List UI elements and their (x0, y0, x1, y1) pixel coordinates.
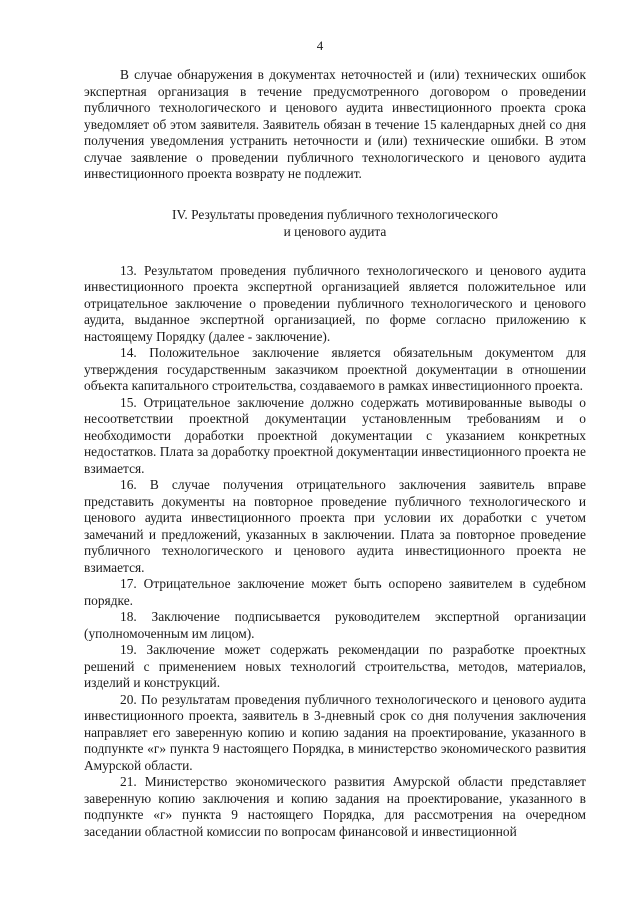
paragraph-18: 18. Заключение подписывается руководителем экспертной организации (уполномоченным им лицом). (84, 609, 586, 641)
paragraph-16: 16. В случае получения отрицательного заключения заявитель вправе представить документы на повторное проведение публичного технологического и ценового аудита инвестиционного проекта при условии их доработки с учетом замечаний и предложений, указанных в заключении. Плата за повторное проведение публичного технологического и ценового аудита инвестиционного проекта не взимается. (84, 477, 586, 575)
section-heading-line-1: IV. Результаты проведения публичного технологического (171, 206, 498, 222)
paragraph-13: 13. Результатом проведения публичного технологического и ценового аудита инвестиционного проекта экспертной организацией является положительное или отрицательное заключение о проведении публичного технологического и ценового аудита, выданное экспертной организацией, по форме согласно приложению к настоящему Порядку (далее - заключение). (84, 262, 586, 344)
section-heading (84, 206, 586, 240)
intro-paragraph: В случае обнаружения в документах неточностей и (или) технических ошибок экспертная организация в течение предусмотренного договором о проведении публичного технологического и ценового аудита инвестиционного проекта срока уведомляет об этом заявителя. Заявитель обязан в течение 15 календарных дней со дня получения уведомления устранить неточности и (или) технические ошибки. В этом случае заявление о проведении публичного технологического и ценового аудита инвестиционного проекта возврату не подлежит. (84, 67, 586, 181)
section-heading-line-2: и ценового аудита (283, 223, 387, 239)
paragraph-14: 14. Положительное заключение является обязательным документом для утверждения государственным заказчиком проектной документации в отношении объекта капитального строительства, создаваемого в рамках инвестиционного проекта. (84, 345, 586, 393)
paragraph-21: 21. Министерство экономического развития Амурской области представляет заверенную копию заключения и копию задания на проектирование, указанного в подпункте «г» пункта 9 настоящего Порядка, для рассмотрения на очередном заседании областной комиссии по вопросам финансовой и инвестиционной (84, 774, 586, 839)
paragraph-20: 20. По результатам проведения публичного технологического и ценового аудита инвестиционного проекта, заявитель в 3-дневный срок со дня получения заключения направляет его заверенную копию и копию задания на проектирование, указанного в подпункте «г» пункта 9 настоящего Порядка, в министерство экономического развития Амурской области. (84, 691, 586, 773)
document-body (84, 67, 586, 840)
paragraph-15: 15. Отрицательное заключение должно содержать мотивированные выводы о несоответствии проектной документации установленным требованиям и о необходимости доработки проектной документации с указанием конкретных недостатков. Плата за доработку проектной документации инвестиционного проекта не взимается. (84, 394, 586, 476)
paragraph-17: 17. Отрицательное заключение может быть оспорено заявителем в судебном порядке. (84, 576, 586, 608)
paragraph-19: 19. Заключение может содержать рекомендации по разработке проектных решений с применением новых технологий строительства, методов, материалов, изделий и конструкций. (84, 642, 586, 690)
page-number: 4 (316, 38, 324, 53)
